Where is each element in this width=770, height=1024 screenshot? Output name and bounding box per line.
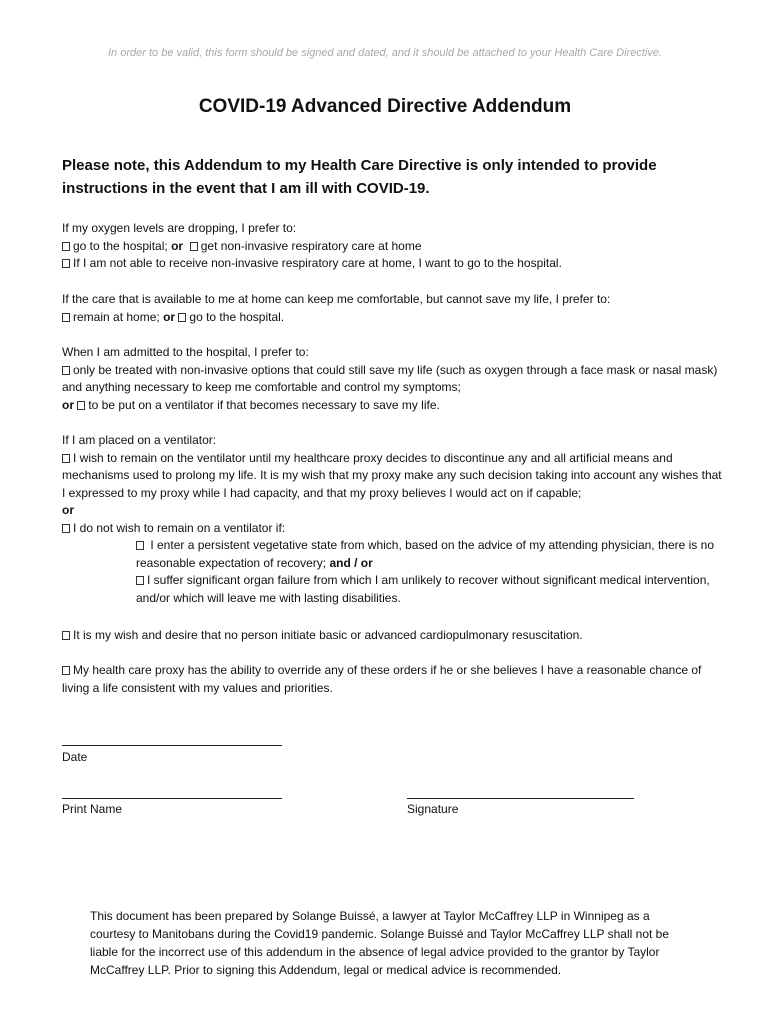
admitted-heading: When I am admitted to the hospital, I prefer to: [62,345,309,359]
date-signature-line[interactable] [62,745,282,746]
option-not-remain-label: I do not wish to remain on a ventilator if: [73,520,286,535]
section-ventilator [62,432,727,607]
validity-note: In order to be valid, this form should be signed and dated, and it should be attached to your Health Care Directive. [108,47,662,59]
checkbox-organ-failure[interactable] [136,576,144,585]
or-label: or [171,238,184,253]
cpr-label: It is my wish and desire that no person initiate basic or advanced cardiopulmonary resuscitation. [73,628,583,642]
checkbox-comfort-hospital[interactable] [178,313,186,322]
checkbox-not-remain-ventilator[interactable] [62,524,70,533]
ventilator-heading: If I am placed on a ventilator: [62,433,217,447]
option-comfort-hospital-label: go to the hospital. [189,309,285,324]
oxygen-options-row [62,238,727,256]
oxygen-fallback-row [62,255,727,273]
or-label: or [62,397,74,412]
checkbox-remain-home[interactable] [62,313,70,322]
signature-line[interactable] [407,798,634,799]
disclaimer-footer: This document has been prepared by Solange Buissé, a lawyer at Taylor McCaffrey LLP in Winnipeg as a courtesy to Manitobans during the Covid19 pandemic. Solange Buissé and Taylor McCaffrey LLP shall not be liable for the incorrect use of this addendum in the absence of legal advice provided to the grantor by Taylor McCaffrey LLP. Prior to signing this Addendum, legal or medical advice is recommended. [90,909,670,977]
intro-statement: Please note, this Addendum to my Health Care Directive is only intended to provide instructions in the event that I am ill with COVID-19. [62,157,657,197]
admitted-noninvasive-row [62,362,727,397]
checkbox-noninvasive[interactable] [62,366,70,375]
checkbox-remain-ventilator[interactable] [62,454,70,463]
comfort-options-row [62,309,727,327]
option-remain-ventilator-label: I wish to remain on the ventilator until my healthcare proxy decides to discontinue any and all artificial means and mechanisms used to prolong my life. It is my wish that my proxy make any such decision taking into account any wishes that I expressed to my proxy while I had capacity, and that my proxy believes I would act on if capable; [62,450,722,500]
sub-option-organ-row [136,572,727,607]
and-or-label: and / or [329,555,373,570]
ventilator-not-remain-row [62,520,727,538]
print-name-label: Print Name [62,802,123,816]
checkbox-no-cpr[interactable] [62,631,70,640]
ventilator-remain-row [62,450,727,503]
oxygen-heading: If my oxygen levels are dropping, I prefer to: [62,221,297,235]
option-fallback-label: If I am not able to receive non-invasive respiratory care at home, I want to go to the hospital. [73,256,562,270]
page-title: COVID-19 Advanced Directive Addendum [198,96,572,117]
sub-option-vegetative-label: I enter a persistent vegetative state from which, based on the advice of my attending physician, there is no reasonable expectation of recovery; [136,538,714,570]
date-label: Date [62,750,88,764]
option-remain-home-label: remain at home; [73,309,160,324]
section-comfort [62,291,727,326]
section-admitted [62,344,727,414]
sub-option-organ-label: I suffer significant organ failure from which I am unlikely to recover without significant medical intervention, and/or which will leave me with lasting disabilities. [136,573,710,605]
checkbox-go-hospital[interactable] [62,242,70,251]
option-go-hospital-label: go to the hospital; [73,238,168,253]
signature-label: Signature [407,802,459,816]
proxy-label: My health care proxy has the ability to override any of these orders if he or she believes I have a reasonable chance of living a life consistent with my values and priorities. [62,663,702,695]
or-label: or [62,503,74,517]
option-ventilator-label: to be put on a ventilator if that becomes necessary to save my life. [88,397,440,412]
or-label: or [163,309,176,324]
comfort-heading: If the care that is available to me at home can keep me comfortable, but cannot save my life, I prefer to: [62,292,611,306]
section-proxy [62,662,727,697]
checkbox-ventilator[interactable] [77,401,85,410]
checkbox-home-care[interactable] [190,242,198,251]
section-oxygen [62,220,727,273]
option-home-care-label: get non-invasive respiratory care at home [200,238,422,253]
checkbox-proxy-override[interactable] [62,666,70,675]
print-name-line[interactable] [62,798,282,799]
proxy-row [62,662,727,697]
cpr-row [62,627,727,645]
option-noninvasive-label: only be treated with non-invasive options that could still save my life (such as oxygen through a face mask or nasal mask) and anything necessary to keep me comfortable and control my symptoms; [62,362,718,394]
checkbox-vegetative[interactable] [136,541,144,550]
section-cpr [62,627,727,645]
sub-option-vegetative-row [136,537,727,572]
checkbox-fallback-hospital[interactable] [62,259,70,268]
admitted-ventilator-row [62,397,727,415]
